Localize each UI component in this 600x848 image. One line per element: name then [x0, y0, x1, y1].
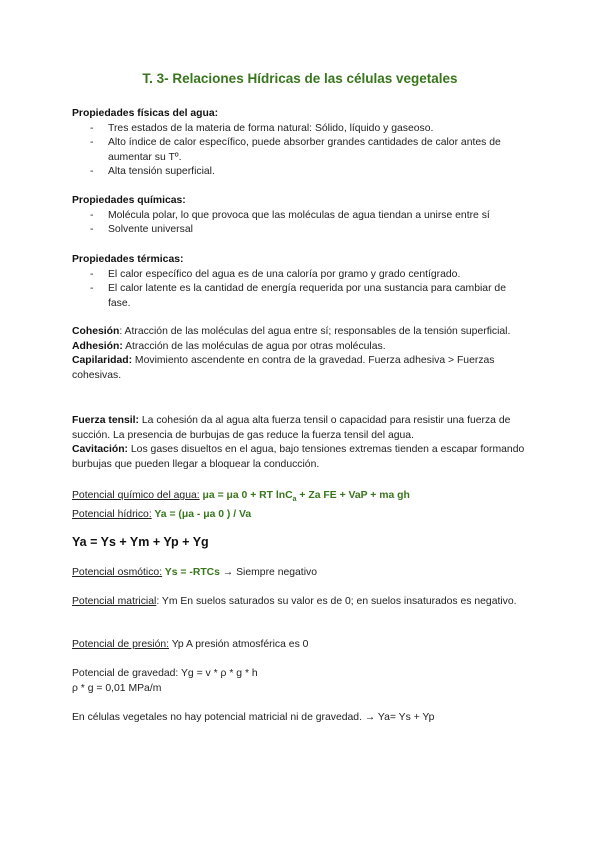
- cohesion-paragraph: [72, 325, 528, 340]
- term: Capilaridad:: [72, 355, 133, 367]
- cavitacion-paragraph: [72, 443, 528, 472]
- potentials-block: [72, 489, 528, 522]
- formula: Ya = (μa - μa 0 ) / Va: [151, 508, 252, 520]
- water-potential-line: [72, 508, 528, 523]
- section-quimicas: [72, 194, 528, 238]
- matric-potential-paragraph: [72, 595, 528, 610]
- capilaridad-paragraph: [72, 354, 528, 383]
- term: Adhesión:: [72, 340, 123, 352]
- label: Potencial matricial: [72, 596, 157, 607]
- definition: : Atracción de las moléculas del agua entre sí; responsables de la tensión superficial.: [119, 326, 511, 337]
- definition: Atracción de las moléculas de agua por otras moléculas.: [122, 340, 386, 352]
- fuerza-tensil-paragraph: [72, 414, 528, 443]
- label: Potencial químico del agua:: [72, 490, 200, 501]
- definition: Yp A presión atmosférica es 0: [169, 639, 309, 650]
- term: Fuerza tensil:: [72, 415, 139, 426]
- pressure-potential-line: [72, 638, 528, 653]
- osmotic-potential-line: [72, 566, 528, 581]
- section-heading: Propiedades térmicas:: [72, 254, 184, 265]
- section-fisicas: [72, 107, 528, 180]
- definition: Movimiento ascendente en contra de la gravedad. Fuerza adhesiva > Fuerzas cohesivas.: [72, 355, 495, 381]
- definition: : Ym En suelos saturados su valor es de 0; en suelos insaturados es negativo.: [156, 596, 517, 607]
- list-item: - El calor latente es la cantidad de energía requerida por una sustancia para cambiar de fase.: [72, 282, 528, 311]
- bullet-list: [72, 268, 528, 312]
- label: Potencial osmótico:: [72, 567, 163, 578]
- term: Cohesión: [72, 326, 120, 337]
- note: → Siempre negativo: [219, 567, 317, 578]
- formula: Ys = -RTCs: [162, 567, 220, 578]
- section-termicas: [72, 253, 528, 311]
- list-item: - Tres estados de la materia de forma natural: Sólido, líquido y gaseoso.: [72, 122, 528, 137]
- main-equation: Ya = Ys + Ym + Yp + Yg: [72, 535, 209, 549]
- definitions-block-2: [72, 414, 528, 472]
- gravity-potential-block: [72, 667, 528, 696]
- definitions-block-1: [72, 325, 528, 383]
- adhesion-paragraph: [72, 340, 528, 355]
- term: Cavitación:: [72, 444, 129, 456]
- definition: La cohesión da al agua alta fuerza tensil o capacidad para resistir una fuerza de succión. La presencia de burbujas de gas reduce la fuerza tensil del agua.: [72, 415, 511, 441]
- list-item: - Solvente universal: [72, 223, 528, 238]
- section-heading: Propiedades químicas:: [72, 195, 186, 206]
- list-item: - El calor específico del agua es de una caloría por gramo y grado centígrado.: [72, 268, 528, 283]
- conclusion: En células vegetales no hay potencial matricial ni de gravedad. → Ya= Ys + Yp: [72, 712, 435, 723]
- list-item: - Alta tensión superficial.: [72, 165, 528, 180]
- label: Potencial de presión:: [72, 639, 170, 650]
- formula: μa = μa 0 + RT lnC$_a$ + Za FE + VaP + ma gh: [199, 490, 410, 504]
- document-title: T. 3- Relaciones Hídricas de las células vegetales: [142, 71, 458, 86]
- section-heading: Propiedades físicas del agua:: [72, 108, 219, 119]
- gravity-formula: Potencial de gravedad: Yg = v * ρ * g * h: [72, 668, 258, 679]
- chemical-potential-line: [72, 489, 528, 508]
- definition: Los gases disueltos en el agua, bajo tensiones extremas tienden a escapar formando burbujas que pueden llegar a bloquear la conducción.: [72, 444, 525, 470]
- list-item: - Molécula polar, lo que provoca que las moléculas de agua tiendan a unirse entre sí: [72, 209, 528, 224]
- bullet-list: [72, 209, 528, 238]
- gravity-constant: ρ * g = 0,01 MPa/m: [72, 682, 162, 694]
- list-item: - Alto índice de calor específico, puede absorber grandes cantidades de calor antes de aumentar su Tº.: [72, 136, 528, 165]
- label: Potencial hídrico:: [72, 508, 152, 520]
- bullet-list: [72, 122, 528, 180]
